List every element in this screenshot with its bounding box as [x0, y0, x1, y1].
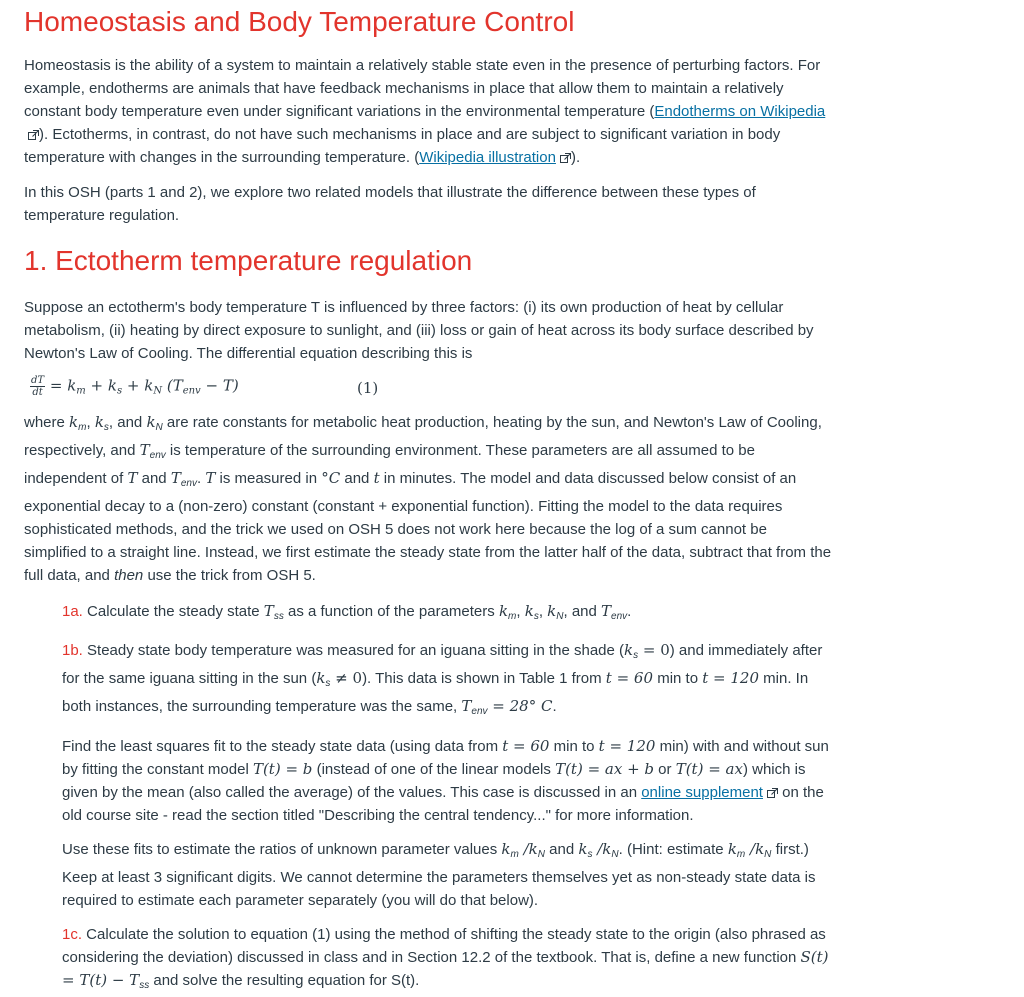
differential-equation: $\frac{dT}{dt}$ = $k_m + k_s + k_N$ $(T_{env} - T)$ (1) — [31, 375, 379, 398]
parameters-paragraph: where $k_m$, $k_s$, and $k_N$ are rate constants for metabolic heat production, heating by the sun, and Newton's Law of Cooling, respectively, and $T_{env}$ is temperature of the surrounding environment. These parameters are all assumed to be independent of T and $T_{env}$. T is measured in °C and t in minutes. The model and data discussed below consist of an exponential decay to a (non-zero) constant (constant + exponential function). Fitting the model to the data requires sophisticated methods, and the trick we used on OSH 5 does not work here because the log of a sum cannot be simplified to a straight line. Instead, we first estimate the steady state from the latter half of the data, subtract that from the full data, and then use the trick from OSH 5. — [24, 413, 832, 584]
question-1b: 1b. Steady state body temperature was measured for an iguana sitting in the shade $(k_s = 0)$ and immediately after for the same iguana sitting in the sun $(k_s \ne 0)$. This data is shown in Table 1 from t = 60 min to t = 120 min. In both instances, the surrounding temperature was the same, $T_{env} = 28^\circ$ C. — [62, 641, 823, 717]
section-paragraph: Suppose an ectotherm's body temperature T is influenced by three factors: (i) its own production of heat by cellular metabolism, (ii) heating by direct exposure to sunlight, and (iii) loss or gain of heat across its body surface described by Newton's Law of Cooling. The differential equation describing this is — [24, 299, 814, 362]
external-link-icon — [28, 130, 39, 140]
intro-paragraph-2: In this OSH (parts 1 and 2), we explore two related models that illustrate the difference between these types of temperature regulation. — [24, 184, 756, 224]
question-1a: 1a. Calculate the steady state $T_{ss}$ as a function of the parameters $k_m$, $k_s$, $k_N$, and $T_{env}$. — [62, 602, 632, 622]
external-link-icon — [560, 153, 571, 163]
online-supplement-link[interactable]: online supplement — [641, 784, 763, 801]
page-title: Homeostasis and Body Temperature Control — [24, 6, 575, 37]
endotherms-wikipedia-link[interactable]: Endotherms on Wikipedia — [654, 103, 826, 120]
external-link-icon — [767, 788, 778, 798]
assignment-content — [24, 0, 832, 997]
intro-paragraph: Homeostasis is the ability of a system to maintain a relatively stable state even in the presence of perturbing factors. For example, endotherms are animals that have feedback mechanisms in place that allow them to maintain a relatively constant body temperature even under significant variations in the environmental temperature (Endotherms on Wikipedia). Ectotherms, in contrast, do not have such mechanisms in place and are subject to significant variation in body temperature with changes in the surrounding temperature. (Wikipedia illustration ). — [24, 57, 826, 166]
section-heading: 1. Ectotherm temperature regulation — [24, 245, 473, 276]
question-1b-ratios: Use these fits to estimate the ratios of unknown parameter values $k_m$ $/k_N$ and $k_s$ $/k_N$. (Hint: estimate $k_m$ $/k_N$ first.) Keep at least 3 significant digits. We cannot determine the parameters themselves yet as non-steady state data is required to estimate each parameter separately (you will do that below). — [62, 840, 816, 909]
question-1c: 1c. Calculate the solution to equation (1) using the method of shifting the steady state to the origin (also phrased as considering the deviation) discussed in class and in Section 12.2 of the textbook. That is, define a new function $S(t) = T(t) - T_{ss}$ and solve the resulting equation for S(t). — [62, 926, 829, 991]
question-1b-fit: Find the least squares fit to the steady state data (using data from t = 60 min to t = 120 min) with and without sun by fitting the constant model T(t) = b (instead of one of the linear models T(t) = ax + b or T(t) = ax) which is given by the mean (also called the average) of the values. This case is discussed in an online supplement on the old course site - read the section titled "Describing the central tendency..." for more information. — [62, 737, 829, 824]
wikipedia-illustration-link[interactable]: Wikipedia illustration — [419, 149, 556, 166]
equation-number: (1) — [357, 379, 379, 397]
